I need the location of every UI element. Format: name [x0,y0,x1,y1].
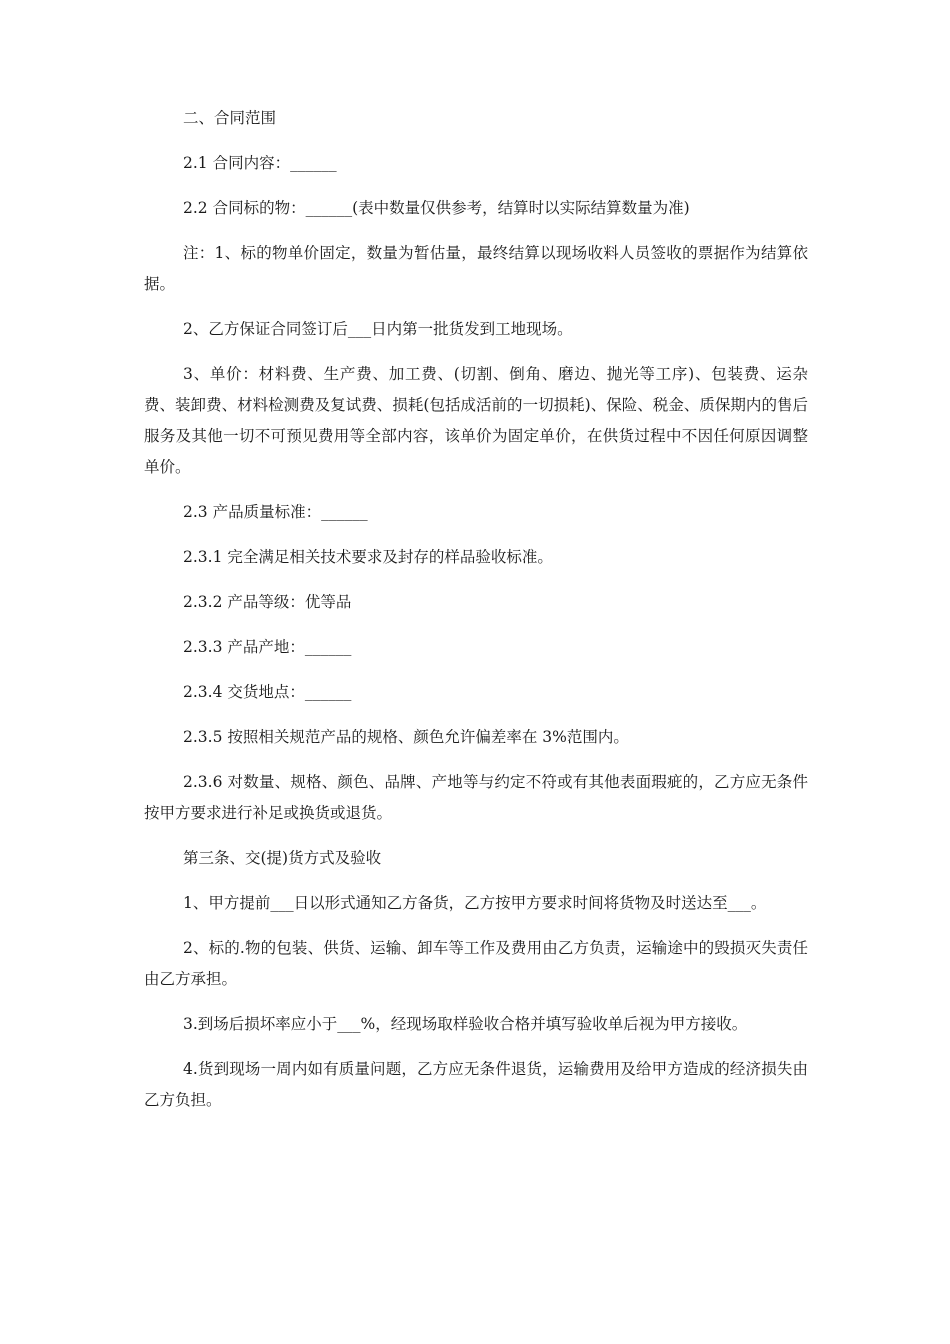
clause-2-3-5: 2.3.5 按照相关规范产品的规格、颜色允许偏差率在 3%范围内。 [183,728,629,746]
note-2: 2、乙方保证合同签订后___日内第一批货发到工地现场。 [183,320,573,338]
article-3-heading: 第三条、交(提)货方式及验收 [183,849,382,867]
clause-2-3: 2.3 产品质量标准：______ [183,503,368,521]
document-body [144,103,808,1130]
section-heading: 二、合同范围 [183,109,277,127]
article-3-item-3: 3.到场后损坏率应小于___%，经现场取样验收合格并填写验收单后视为甲方接收。 [183,1015,748,1033]
clause-2-3-6: 2.3.6 对数量、规格、颜色、品牌、产地等与约定不符或有其他表面瑕疵的，乙方应无条件按甲方要求进行补足或换货或退货。 [144,773,808,822]
clause-2-2: 2.2 合同标的物：______(表中数量仅供参考，结算时以实际结算数量为准) [183,199,690,217]
clause-2-3-3: 2.3.3 产品产地：______ [183,638,352,656]
clause-2-3-4: 2.3.4 交货地点：______ [183,683,352,701]
article-3-item-1: 1、甲方提前___日以形式通知乙方备货，乙方按甲方要求时间将货物及时送达至___。 [183,894,767,912]
article-3-item-2: 2、标的.物的包装、供货、运输、卸车等工作及费用由乙方负责，运输途中的毁损灭失责任由乙方承担。 [144,939,808,988]
clause-2-1: 2.1 合同内容：______ [183,154,337,172]
note-1: 注：1、标的物单价固定，数量为暂估量，最终结算以现场收料人员签收的票据作为结算依据。 [144,244,808,293]
article-3-item-4: 4.货到现场一周内如有质量问题，乙方应无条件退货，运输费用及给甲方造成的经济损失由乙方负担。 [144,1060,808,1109]
note-3: 3、单价：材料费、生产费、加工费、(切割、倒角、磨边、抛光等工序)、包装费、运杂费、装卸费、材料检测费及复试费、损耗(包括成活前的一切损耗)、保险、税金、质保期内的售后服务及其他一切不可预见费用等全部内容，该单价为固定单价，在供货过程中不因任何原因调整单价。 [144,365,808,476]
clause-2-3-2: 2.3.2 产品等级：优等品 [183,593,352,611]
clause-2-3-1: 2.3.1 完全满足相关技术要求及封存的样品验收标准。 [183,548,553,566]
